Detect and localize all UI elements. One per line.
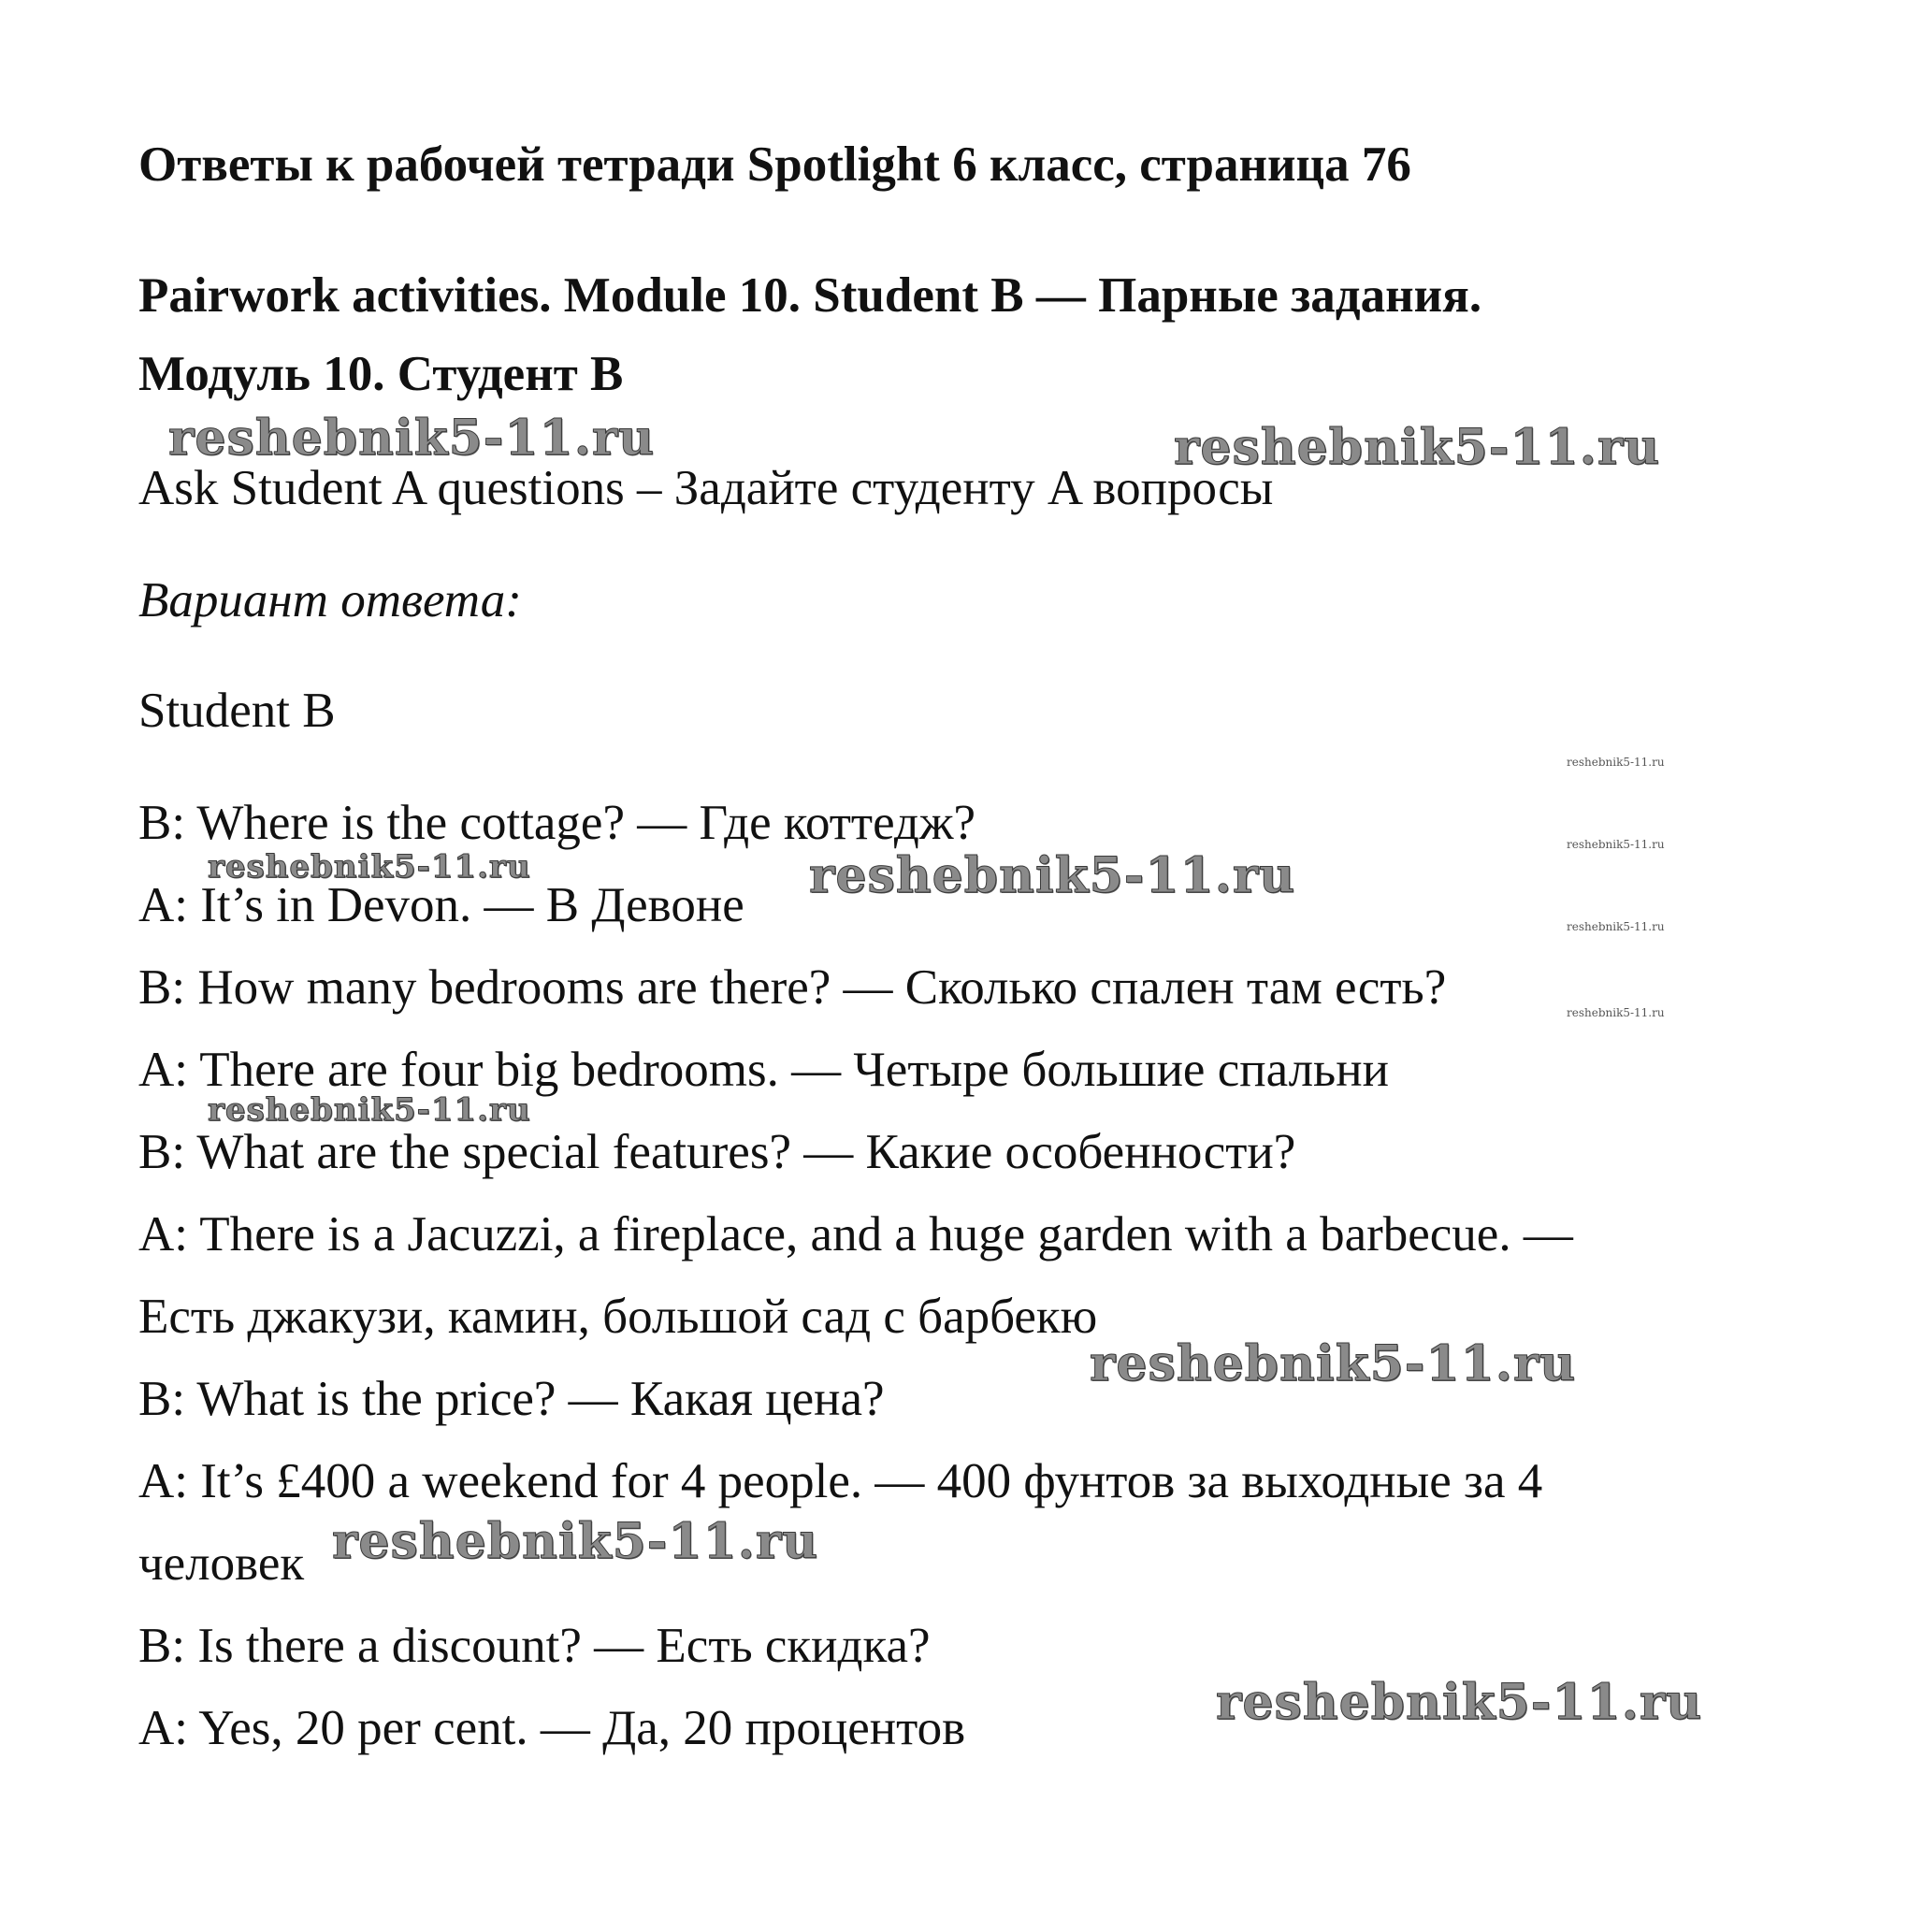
watermark: reshebnik5-11.ru [208, 848, 531, 886]
dialogue-line: A: Yes, 20 per cent. — Да, 20 процентов [138, 1701, 966, 1755]
watermark: reshebnik5-11.ru [332, 1513, 819, 1570]
watermark: reshebnik5-11.ru [1174, 419, 1661, 476]
watermark: reshebnik5-11.ru [168, 410, 656, 467]
watermark: reshebnik5-11.ru [1567, 838, 1665, 851]
answer-variant-label: Вариант ответа: [138, 573, 522, 627]
watermark: reshebnik5-11.ru [1567, 920, 1665, 933]
watermark: reshebnik5-11.ru [809, 847, 1296, 904]
task-instruction: Ask Student A questions – Задайте студенту A вопросы [138, 461, 1274, 515]
watermark: reshebnik5-11.ru [208, 1091, 531, 1129]
dialogue-line: A: There are four big bedrooms. — Четыре большие спальни [138, 1043, 1389, 1097]
dialogue-line: A: There is a Jacuzzi, a fireplace, and a huge garden with a barbecue. — [138, 1207, 1573, 1262]
section-title-line1: Pairwork activities. Module 10. Student B — Парные задания. [138, 268, 1482, 323]
page-title: Ответы к рабочей тетради Spotlight 6 класс, страница 76 [138, 137, 1411, 192]
dialogue-line: A: It’s in Devon. — В Девоне [138, 878, 744, 932]
dialogue-line: человек [138, 1536, 305, 1591]
dialogue-line: B: What are the special features? — Какие особенности? [138, 1125, 1296, 1179]
dialogue-line: B: Where is the cottage? — Где коттедж? [138, 796, 975, 850]
watermark: reshebnik5-11.ru [1216, 1674, 1703, 1731]
dialogue-line: B: How many bedrooms are there? — Сколько спален там есть? [138, 960, 1447, 1015]
watermark: reshebnik5-11.ru [1090, 1335, 1577, 1392]
section-title-line2: Модуль 10. Студент B [138, 347, 624, 401]
dialogue-line: B: Is there a discount? — Есть скидка? [138, 1619, 931, 1673]
dialogue-line: Есть джакузи, камин, большой сад с барбекю [138, 1290, 1098, 1344]
watermark: reshebnik5-11.ru [1567, 756, 1665, 769]
dialogue-line: A: It’s £400 a weekend for 4 people. — 400 фунтов за выходные за 4 [138, 1454, 1543, 1508]
student-label: Student B [138, 684, 336, 738]
watermark: reshebnik5-11.ru [1567, 1006, 1665, 1019]
dialogue-line: B: What is the price? — Какая цена? [138, 1372, 885, 1426]
